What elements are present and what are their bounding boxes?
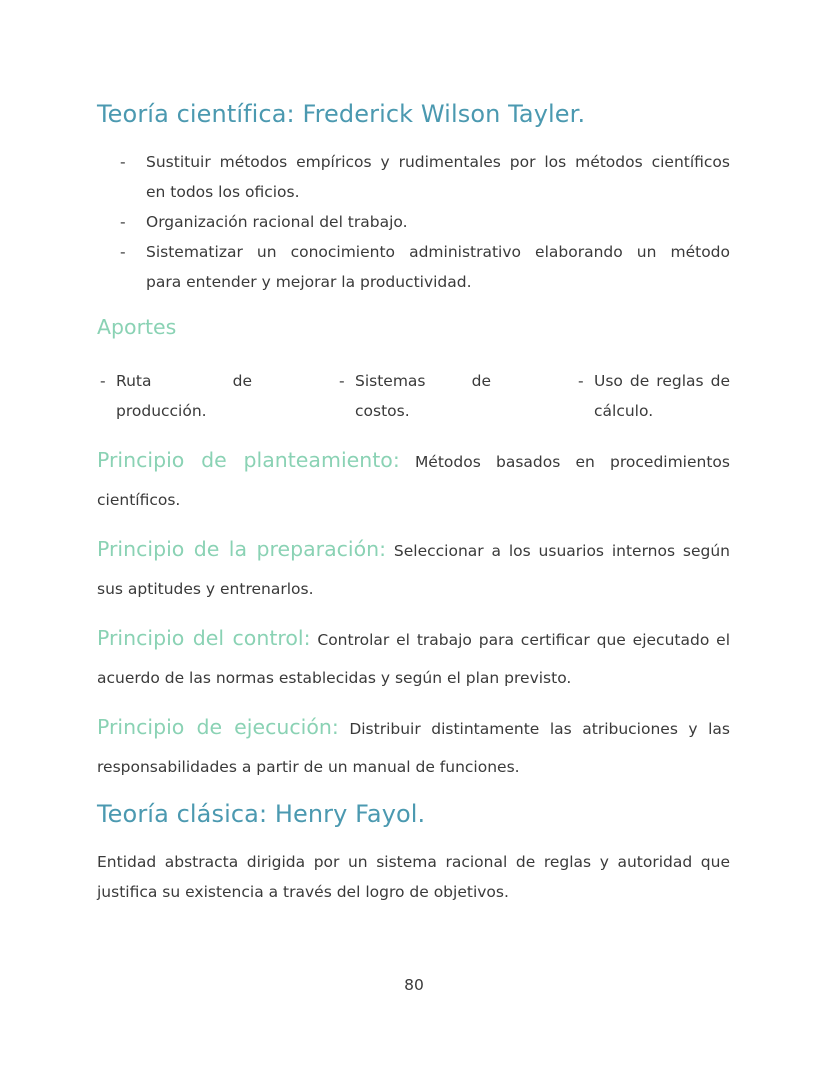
aporte-text: producción. [116,402,207,420]
principle-text: sus aptitudes y entrenarlos. [97,580,314,598]
paragraph-line: justifica su existencia a través del logro de objetivos. [97,883,509,901]
bullet-marker: - [100,372,106,390]
principle-text: Controlar el trabajo para certificar que ejecutado el [317,631,730,649]
principle-preparacion [97,529,730,609]
bullet-marker: - [578,372,584,390]
list-item-text: Sustituir métodos empíricos y rudimentales por los métodos científicos [146,153,730,171]
principle-text: científicos. [97,491,181,509]
classical-theory-paragraph [97,847,730,907]
list-item [120,207,730,237]
aporte-text: Sistemas de [355,372,491,390]
aporte-text: Uso de reglas de [594,372,730,390]
bullet-marker: - [120,153,126,171]
page-number: 80 [404,976,424,994]
principle-text: Distribuir distintamente las atribuciones y las [349,720,730,738]
principle-control [97,618,730,698]
principle-planteamiento [97,440,730,520]
list-item-text: Sistematizar un conocimiento administrativo elaborando un método [146,243,730,261]
bullet-marker: - [120,213,126,231]
principle-text: Seleccionar a los usuarios internos según [393,542,730,560]
bullet-marker: - [339,372,345,390]
principle-text: Métodos basados en procedimientos [414,453,730,471]
principle-ejecucion [97,707,730,787]
aporte-text: costos. [355,402,410,420]
list-item-text: Organización racional del trabajo. [146,213,408,231]
principle-text: responsabilidades a partir de un manual de funciones. [97,758,520,776]
principle-label: Principio de la preparación: [97,537,387,561]
bullet-marker: - [120,243,126,261]
bullet-list [120,147,730,297]
principle-label: Principio de planteamiento: [97,448,400,472]
aportes-heading: Aportes [97,315,177,339]
list-item-text: para entender y mejorar la productividad. [146,273,472,291]
section-title-scientific-theory: Teoría científica: Frederick Wilson Tayler. [97,100,586,128]
aporte-text: Ruta de [116,372,252,390]
principle-label: Principio de ejecución: [97,715,339,739]
list-item [120,237,730,297]
list-item [120,147,730,207]
principle-text: acuerdo de las normas establecidas y según el plan previsto. [97,669,572,687]
aporte-text: cálculo. [594,402,654,420]
principle-label: Principio del control: [97,626,311,650]
list-item-text: en todos los oficios. [146,183,300,201]
paragraph-line: Entidad abstracta dirigida por un sistema racional de reglas y autoridad que [97,853,730,871]
aportes-columns [100,366,730,426]
section-title-classical-theory: Teoría clásica: Henry Fayol. [97,800,426,828]
